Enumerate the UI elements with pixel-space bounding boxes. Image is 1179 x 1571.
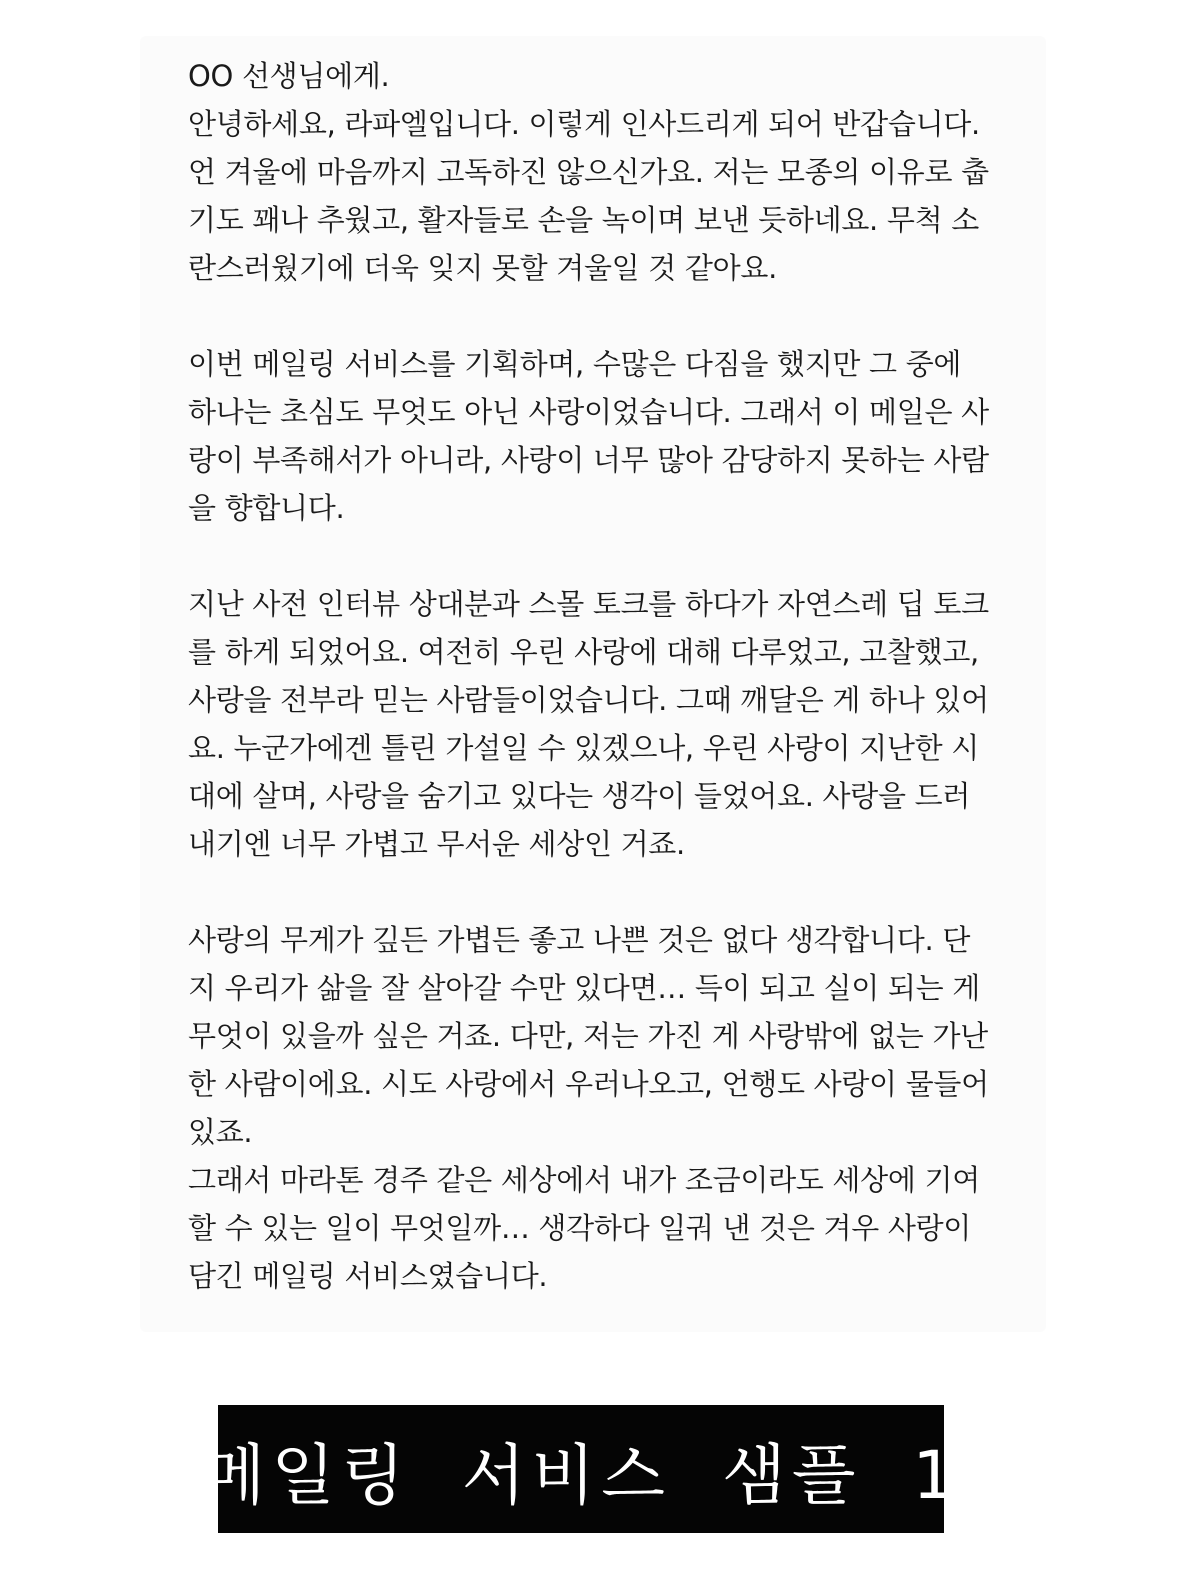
letter-line: 지난 사전 인터뷰 상대분과 스몰 토크를 하다가 자연스레 딥 토크 bbox=[188, 587, 989, 621]
letter-line: 담긴 메일링 서비스였습니다. bbox=[188, 1259, 548, 1293]
letter-line: 를 하게 되었어요. 여전히 우린 사랑에 대해 다루었고, 고찰했고, bbox=[188, 635, 979, 669]
letter-line: 란스러웠기에 더욱 잊지 못할 겨울일 것 같아요. bbox=[188, 251, 777, 285]
letter-greeting: OO 선생님에게. bbox=[188, 59, 390, 93]
letter-body bbox=[188, 52, 1008, 1300]
letter-line: 을 향합니다. bbox=[188, 491, 345, 525]
letter-line: 할 수 있는 일이 무엇일까… 생각하다 일궈 낸 것은 겨우 사랑이 bbox=[188, 1211, 972, 1245]
letter-line: 기도 꽤나 추웠고, 활자들로 손을 녹이며 보낸 듯하네요. 무척 소 bbox=[188, 203, 979, 237]
letter-line: 있죠. bbox=[188, 1115, 253, 1149]
paragraph-spacer bbox=[188, 292, 1008, 340]
letter-paragraph-4 bbox=[188, 916, 1008, 1300]
letter-line: 언 겨울에 마음까지 고독하진 않으신가요. 저는 모종의 이유로 춥 bbox=[188, 155, 989, 189]
letter-paragraph-2 bbox=[188, 340, 1008, 532]
letter-line: 한 사람이에요. 시도 사랑에서 우러나오고, 언행도 사랑이 물들어 bbox=[188, 1067, 989, 1101]
letter-paragraph-3 bbox=[188, 580, 1008, 868]
letter-line: 안녕하세요, 라파엘입니다. 이렇게 인사드리게 되어 반갑습니다. bbox=[188, 107, 980, 141]
letter-line: 사랑을 전부라 믿는 사람들이었습니다. 그때 깨달은 게 하나 있어 bbox=[188, 683, 989, 717]
letter-line: 랑이 부족해서가 아니라, 사랑이 너무 많아 감당하지 못하는 사람 bbox=[188, 443, 989, 477]
letter-line: 이번 메일링 서비스를 기획하며, 수많은 다짐을 했지만 그 중에 bbox=[188, 347, 962, 381]
letter-line: 지 우리가 삶을 잘 살아갈 수만 있다면… 득이 되고 실이 되는 게 bbox=[188, 971, 980, 1005]
paragraph-spacer bbox=[188, 532, 1008, 580]
letter-line: 요. 누군가에겐 틀린 가설일 수 있겠으나, 우린 사랑이 지난한 시 bbox=[188, 731, 979, 765]
letter-paragraph-1 bbox=[188, 100, 1008, 292]
letter-line: 무엇이 있을까 싶은 거죠. 다만, 저는 가진 게 사랑밖에 없는 가난 bbox=[188, 1019, 988, 1053]
letter-line: 사랑의 무게가 깊든 가볍든 좋고 나쁜 것은 없다 생각합니다. 단 bbox=[188, 923, 971, 957]
letter-line: 내기엔 너무 가볍고 무서운 세상인 거죠. bbox=[188, 827, 685, 861]
letter-line: 대에 살며, 사랑을 숨기고 있다는 생각이 들었어요. 사랑을 드러 bbox=[188, 779, 971, 813]
paragraph-spacer bbox=[188, 868, 1008, 916]
letter-line: 그래서 마라톤 경주 같은 세상에서 내가 조금이라도 세상에 기여 bbox=[188, 1163, 980, 1197]
caption-banner bbox=[201, 1405, 961, 1533]
caption-text: 메일링 서비스 샘플 1 bbox=[201, 1436, 961, 1514]
letter-line: 하나는 초심도 무엇도 아닌 사랑이었습니다. 그래서 이 메일은 사 bbox=[188, 395, 989, 429]
